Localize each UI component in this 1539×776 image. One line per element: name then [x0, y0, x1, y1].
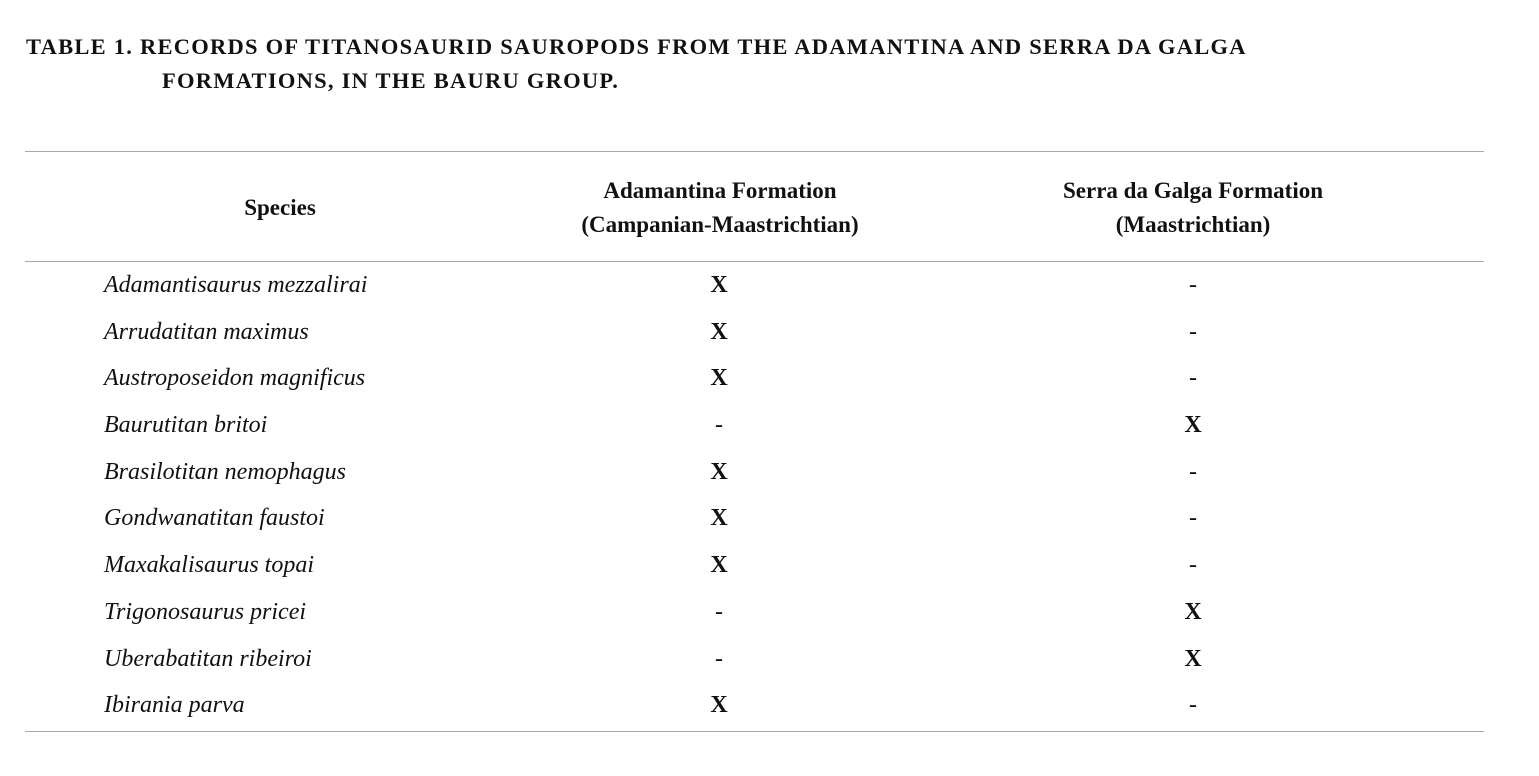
adamantina-cell: -: [715, 598, 723, 625]
column-header-serra-da-galga: [993, 174, 1393, 242]
table-row: [0, 309, 1539, 356]
column-header-serra-name: Serra da Galga Formation: [1063, 178, 1323, 203]
table-top-rule: [25, 151, 1484, 152]
adamantina-cell: X: [710, 272, 728, 298]
caption-line-2: FORMATIONS, IN THE BAURU GROUP.: [162, 68, 620, 93]
adamantina-cell: -: [715, 645, 723, 672]
species-cell: Arrudatitan maximus: [104, 318, 309, 345]
species-cell: Brasilotitan nemophagus: [104, 458, 347, 485]
species-cell: Trigonosaurus pricei: [104, 598, 307, 625]
column-header-adamantina-name: Adamantina Formation: [603, 178, 837, 203]
serra-cell: -: [1189, 458, 1197, 485]
adamantina-cell: -: [715, 412, 723, 439]
table-row: [0, 636, 1539, 683]
adamantina-cell: X: [710, 505, 728, 532]
serra-cell: -: [1189, 692, 1197, 719]
adamantina-cell: X: [710, 552, 728, 579]
table-row: [0, 449, 1539, 496]
column-header-species-label: Species: [244, 195, 316, 220]
species-cell: Uberabatitan ribeiroi: [104, 645, 312, 672]
column-header-adamantina-age: (Campanian-Maastrichtian): [581, 212, 859, 237]
adamantina-cell: X: [710, 318, 728, 345]
table-row: [0, 682, 1539, 729]
species-cell: Gondwanatitan faustoi: [104, 505, 325, 532]
species-cell: Ibirania parva: [104, 692, 245, 719]
column-header-adamantina: [520, 174, 920, 242]
serra-cell: X: [1184, 645, 1202, 672]
caption-line-1: TABLE 1. RECORDS OF TITANOSAURID SAUROPODS FROM THE ADAMANTINA AND SERRA DA GALGA: [26, 34, 1247, 59]
table-bottom-rule: [25, 731, 1484, 732]
serra-cell: -: [1189, 318, 1197, 345]
table-row: [0, 355, 1539, 402]
species-cell: Austroposeidon magnificus: [104, 365, 366, 392]
species-cell: Adamantisaurus mezzalirai: [104, 272, 368, 298]
adamantina-cell: X: [710, 692, 728, 719]
adamantina-cell: X: [710, 458, 728, 485]
species-cell: Maxakalisaurus topai: [104, 552, 314, 579]
species-cell: Baurutitan britoi: [104, 412, 268, 439]
serra-cell: X: [1184, 598, 1202, 625]
table-row: [0, 589, 1539, 636]
serra-cell: -: [1189, 505, 1197, 532]
table-row: [0, 262, 1539, 309]
table-row: [0, 495, 1539, 542]
table-body: [0, 262, 1539, 729]
serra-cell: -: [1189, 365, 1197, 392]
table-row: [0, 402, 1539, 449]
table-caption: [26, 30, 1496, 98]
table-row: [0, 542, 1539, 589]
serra-cell: -: [1189, 272, 1197, 298]
serra-cell: X: [1184, 412, 1202, 439]
column-header-species: [160, 191, 400, 225]
adamantina-cell: X: [710, 365, 728, 392]
serra-cell: -: [1189, 552, 1197, 579]
column-header-serra-age: (Maastrichtian): [1115, 212, 1271, 237]
